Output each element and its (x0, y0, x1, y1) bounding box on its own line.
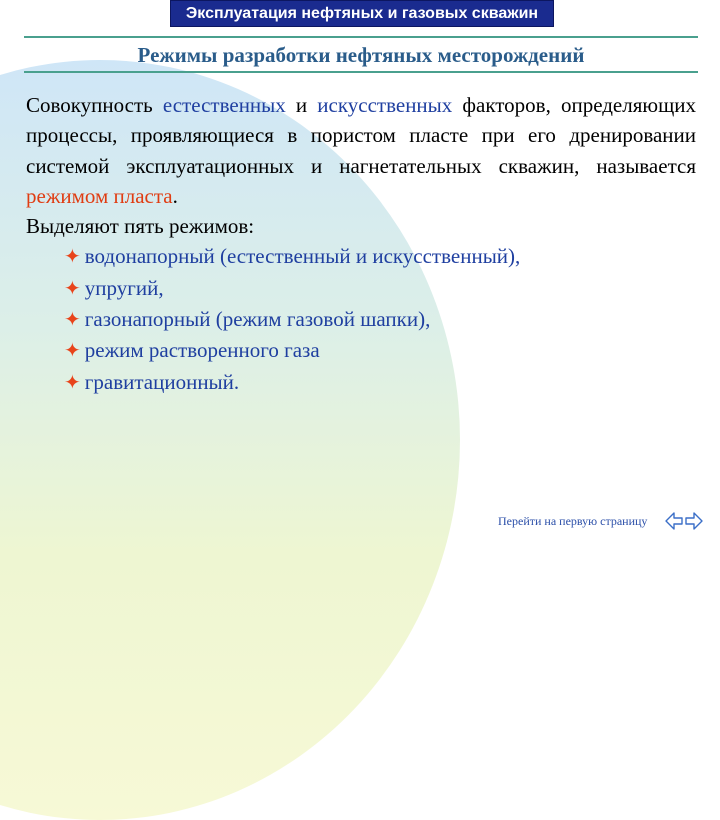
list-item-text: водонапорный (естественный и искусственный), (84, 244, 521, 269)
go-to-first-page-link[interactable]: Перейти на первую страницу (498, 514, 648, 528)
list-item (64, 367, 696, 398)
top-divider (24, 36, 698, 38)
list-item (64, 304, 696, 335)
title-divider (24, 71, 698, 73)
highlight-reservoir-mode: режимом пласта (26, 183, 173, 208)
star-bullet-icon: ✦ (64, 371, 81, 394)
paragraph-text: . (172, 183, 178, 208)
star-bullet-icon: ✦ (64, 246, 81, 269)
list-item-text: режим растворенного газа (84, 338, 320, 363)
star-bullet-icon: ✦ (64, 340, 81, 363)
star-bullet-icon: ✦ (64, 277, 81, 300)
paragraph-text: и (285, 93, 318, 117)
highlight-natural: естественных (162, 93, 286, 117)
list-item (64, 241, 696, 272)
definition-paragraph (26, 90, 696, 211)
arrow-left-icon[interactable] (666, 513, 682, 529)
arrow-right-icon[interactable] (686, 513, 702, 529)
slide-content (26, 90, 696, 398)
navigation-arrows[interactable] (664, 508, 704, 534)
list-item (64, 273, 696, 304)
list-item-text: газонапорный (режим газовой шапки), (84, 307, 431, 332)
highlight-artificial: искусственных (317, 93, 453, 117)
modes-list (26, 241, 696, 397)
star-bullet-icon: ✦ (64, 309, 81, 332)
list-item (64, 335, 696, 366)
header-bar (170, 0, 554, 27)
list-item-text: гравитационный. (84, 369, 240, 394)
paragraph-text: Совокупность (26, 93, 163, 117)
slide-title: Режимы разработки нефтяных месторождений (137, 43, 585, 67)
intro-line: Выделяют пять режимов: (26, 214, 255, 239)
list-item-text: упругий, (84, 275, 164, 300)
header-title: Эксплуатация нефтяных и газовых скважин (185, 5, 539, 22)
paragraph-text: факторов, определяющих процессы, проявляющиеся в пористом пласте при его дренировании системой эксплуатационных и нагнетательных скважин, называется (26, 93, 696, 178)
